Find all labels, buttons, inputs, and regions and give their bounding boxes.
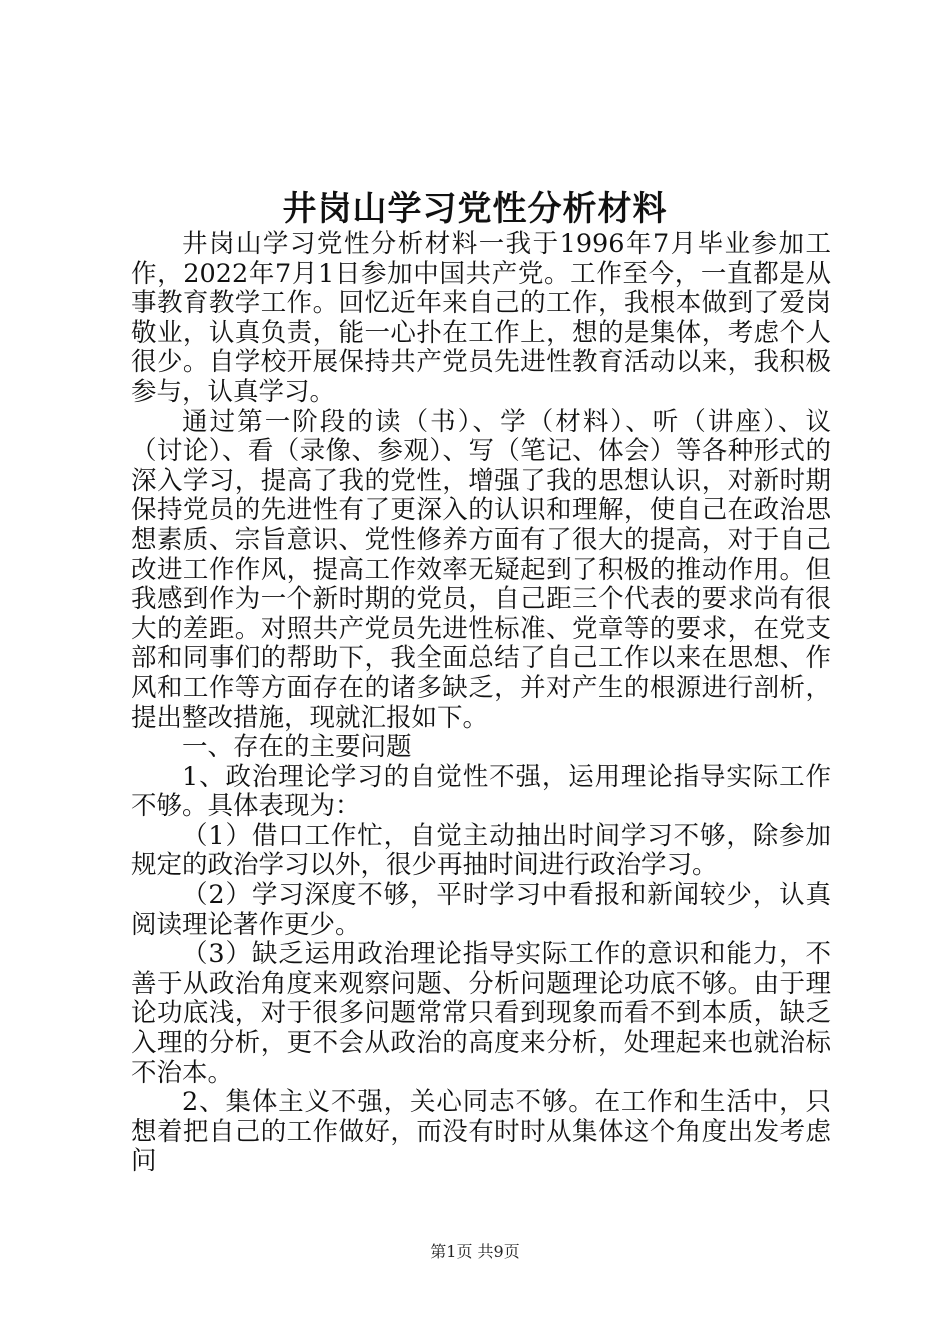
paragraph-subitem-2: （2）学习深度不够，平时学习中看报和新闻较少，认真阅读理论著作更少。	[131, 880, 831, 940]
page-footer: 第1页 共9页	[430, 1242, 520, 1261]
section-heading-problems: 一、存在的主要问题	[182, 732, 412, 763]
paragraph-subitem-1: （1）借口工作忙，自觉主动抽出时间学习不够，除参加规定的政治学习以外，很少再抽时间进行政治学习。	[131, 820, 831, 881]
paragraph-study: 通过第一阶段的读（书）、学（材料）、听（讲座）、议（讨论）、看（录像、参观）、写（笔记、体会）等各种形式的深入学习，提高了我的党性，增强了我的思想认识，对新时期保持党员的先进性有了更深入的认识和理解，使自己在政治思想素质、宗旨意识、党性修养方面有了很大的提高，对于自己改进工作作风，提高工作效率无疑起到了积极的推动作用。但我感到作为一个新时期的党员，自己距三个代表的要求尚有很大的差距。对照共产党员先进性标准、党章等的要求，在党支部和同事们的帮助下，我全面总结了自己工作以来在思想、作风和工作等方面存在的诸多缺乏，并对产生的根源进行剖析，提出整改措施，现就汇报如下。	[131, 406, 831, 733]
paragraph-item-2: 2、集体主义不强，关心同志不够。在工作和生活中，只想着把自己的工作做好，而没有时时从集体这个角度出发考虑问	[131, 1087, 831, 1177]
document-body	[131, 230, 831, 1177]
paragraph-intro: 井岗山学习党性分析材料一我于1996年7月毕业参加工作，2022年7月1日参加中国共产党。工作至今，一直都是从事教育教学工作。回忆近年来自己的工作，我根本做到了爱岗敬业，认真负责，能一心扑在工作上，想的是集体，考虑个人很少。自学校开展保持共产党员先进性教育活动以来，我积极参与，认真学习。	[131, 229, 831, 407]
paragraph-item-1: 1、政治理论学习的自觉性不强，运用理论指导实际工作不够。具体表现为：	[131, 761, 831, 822]
paragraph-subitem-3: （3）缺乏运用政治理论指导实际工作的意识和能力，不善于从政治角度来观察问题、分析问题理论功底不够。由于理论功底浅，对于很多问题常常只看到现象而看不到本质，缺乏入理的分析，更不会从政治的高度来分析，处理起来也就治标不治本。	[131, 939, 831, 1088]
document-title: 井岗山学习党性分析材料	[282, 189, 668, 229]
